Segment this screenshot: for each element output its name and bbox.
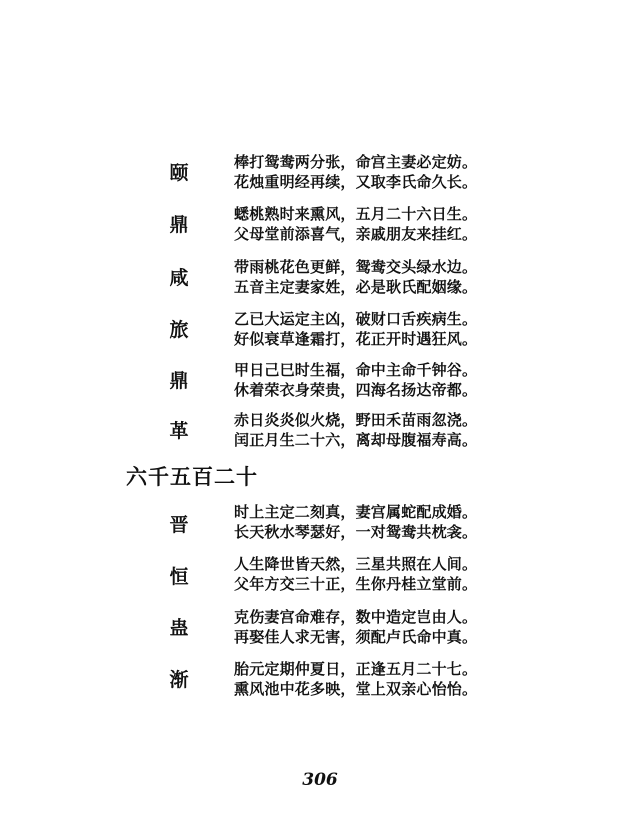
verse-line: 花烛重明经再续，又取李氏命久长。 bbox=[234, 173, 478, 191]
verse-line: 熏风池中花多映，堂上双亲心怡怡。 bbox=[234, 680, 478, 698]
verse-line: 父母堂前添喜气，亲戚朋友来挂红。 bbox=[234, 225, 478, 243]
page-number: 306 bbox=[302, 770, 338, 790]
verse-entry bbox=[0, 153, 640, 203]
verse-entry bbox=[0, 555, 640, 605]
verse-line: 时上主定二刻真，妻宫属蛇配成婚。 bbox=[234, 503, 478, 521]
hexagram-name: 鼎 bbox=[169, 370, 189, 392]
verse-line: 父年方交三十正，生你丹桂立堂前。 bbox=[234, 575, 478, 593]
verse-entry bbox=[0, 205, 640, 255]
verse-line: 再娶佳人求无害，须配卢氏命中真。 bbox=[234, 628, 478, 646]
verse-line: 闰正月生二十六，离却母腹福寿高。 bbox=[234, 431, 478, 449]
hexagram-name: 蛊 bbox=[169, 617, 189, 639]
verse-entry bbox=[0, 310, 640, 360]
verse-line: 甲日己巳时生福，命中主命千钟谷。 bbox=[234, 361, 478, 379]
verse-line: 棒打鸳鸯两分张，命宫主妻必定妨。 bbox=[234, 153, 478, 171]
verse-line: 好似衰草逢霜打，花正开时遇狂风。 bbox=[234, 330, 478, 348]
verse-line: 赤日炎炎似火烧，野田禾苗雨忽浇。 bbox=[234, 411, 478, 429]
verse-entry bbox=[0, 361, 640, 411]
verse-line: 克伤妻宫命难存，数中造定岂由人。 bbox=[234, 608, 478, 626]
hexagram-name: 恒 bbox=[169, 566, 189, 588]
verse-line: 蟋桃熟时来熏风，五月二十六日生。 bbox=[234, 205, 478, 223]
hexagram-name: 革 bbox=[169, 420, 189, 442]
verse-entry bbox=[0, 411, 640, 461]
verse-line: 休着荣衣身荣贵，四海名扬达帝都。 bbox=[234, 381, 478, 399]
section-title: 六千五百二十 bbox=[126, 464, 258, 489]
verse-entry bbox=[0, 503, 640, 553]
verse-entry bbox=[0, 258, 640, 308]
verse-line: 胎元定期仲夏日，正逢五月二十七。 bbox=[234, 660, 478, 678]
hexagram-name: 晋 bbox=[169, 514, 189, 536]
verse-entry bbox=[0, 608, 640, 658]
hexagram-name: 鼎 bbox=[169, 214, 189, 236]
hexagram-name: 颐 bbox=[169, 162, 189, 184]
verse-line: 人生降世皆天然，三星共照在人间。 bbox=[234, 555, 478, 573]
verse-entry bbox=[0, 660, 640, 710]
verse-line: 乙已大运定主凶，破财口舌疾病生。 bbox=[234, 310, 478, 328]
verse-line: 长天秋水琴瑟好，一对鸳鸯共枕衾。 bbox=[234, 523, 478, 541]
hexagram-name: 渐 bbox=[169, 669, 189, 691]
verse-line: 五音主定妻家姓，必是耿氏配姻缘。 bbox=[234, 278, 478, 296]
hexagram-name: 咸 bbox=[169, 267, 189, 289]
hexagram-name: 旅 bbox=[169, 319, 189, 341]
verse-line: 带雨桃花色更鲜，鸳鸯交头绿水边。 bbox=[234, 258, 478, 276]
